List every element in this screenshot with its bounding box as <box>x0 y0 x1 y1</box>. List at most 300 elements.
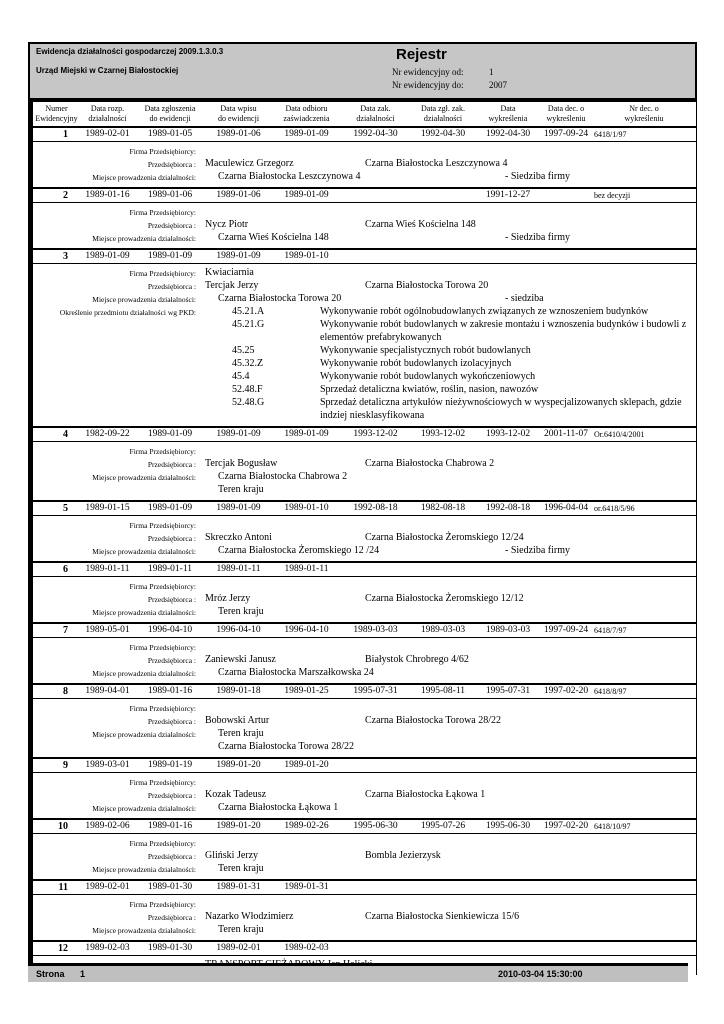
miejsce-line <box>33 170 696 183</box>
report-header <box>28 42 697 100</box>
entry-date-cell: 1989-02-26 <box>284 821 329 831</box>
entry-date-cell <box>410 759 476 772</box>
entry-date-cell <box>476 942 540 955</box>
firma-line <box>33 205 696 218</box>
firma-label: Firma Przedsiębiorcy: <box>129 582 196 591</box>
entry-date-cell: 1996-04-04 <box>543 503 589 513</box>
przedsiebiorca-line <box>33 653 696 666</box>
entry-date-cell <box>540 942 592 955</box>
pkd-description: Wykonywanie specjalistycznych robót budowlanych <box>320 345 531 356</box>
siedziba-note: - Siedziba firmy <box>505 232 570 243</box>
column-header <box>33 104 80 124</box>
miejsce-line <box>33 483 696 496</box>
entry-decision-number: 6418/1/97 <box>594 130 627 139</box>
entry-decision-number <box>592 563 696 576</box>
entry-date-cell: 1992-08-18 <box>353 503 398 513</box>
entry-number: 12 <box>58 943 68 954</box>
entry-date-cell: 1989-01-09 <box>216 251 261 261</box>
entry-date-cell: 1989-01-09 <box>85 251 130 261</box>
miejsce-value: Czarna Białostocka Chabrowa 2 <box>218 471 348 482</box>
column-header <box>592 104 696 124</box>
entry-decision-number <box>592 942 696 955</box>
column-header-line1: Data zgłoszenia <box>144 104 196 113</box>
miejsce-label: Miejsce prowadzenia działalności: <box>92 926 196 935</box>
entry-date-cell: 1989-01-09 <box>216 429 261 439</box>
entry-date-cell <box>410 189 476 203</box>
office-name: Urząd Miejski w Czarnej Białostockiej <box>36 66 179 75</box>
entry-decision-number <box>592 250 696 263</box>
entry-date-cell: 1989-01-09 <box>216 503 261 513</box>
entry-date-cell: 1995-06-30 <box>485 821 531 831</box>
entry-number: 4 <box>63 429 68 440</box>
przedsiebiorca-line <box>33 788 696 801</box>
entry-date-cell: 1989-01-11 <box>216 564 261 574</box>
miejsce-value: Teren kraju <box>218 728 264 739</box>
przedsiebiorca-line <box>33 218 696 231</box>
entry-date-cell: 1989-02-01 <box>85 882 130 892</box>
range-to-label: Nr ewidencyjny do: <box>392 80 464 90</box>
entry-date-cell: 1989-01-18 <box>216 686 261 696</box>
entry-details <box>33 895 696 940</box>
entry-date-cell: 1982-09-22 <box>85 429 130 439</box>
entry-date-cell: 2001-11-07 <box>544 429 588 439</box>
entry-date-cell <box>476 881 540 894</box>
przedsiebiorca-line <box>33 592 696 605</box>
miejsce-value: Teren kraju <box>218 484 264 495</box>
column-header-line2: Ewidencyjny <box>35 114 78 123</box>
przedsiebiorca-label: Przedsiębiorca : <box>147 717 196 726</box>
przedsiebiorca-label: Przedsiębiorca : <box>147 656 196 665</box>
entry-number: 2 <box>63 190 68 201</box>
przedsiebiorca-address: Białystok Chrobrego 4/62 <box>365 654 469 665</box>
przedsiebiorca-label: Przedsiębiorca : <box>147 460 196 469</box>
miejsce-value: Czarna Białostocka Torowa 28/22 <box>218 741 355 752</box>
przedsiebiorca-name: Tercjak Jerzy <box>205 280 259 291</box>
przedsiebiorca-label: Przedsiębiorca : <box>147 852 196 861</box>
firma-line <box>33 518 696 531</box>
entry-date-cell: 1989-01-09 <box>284 190 329 200</box>
column-header-line1: Data <box>500 104 516 113</box>
column-header-line2: wykreślenia <box>488 114 528 123</box>
entry-date-cell: 1982-08-18 <box>420 503 466 513</box>
miejsce-line <box>33 740 696 753</box>
firma-line <box>33 640 696 653</box>
column-header-line2: działalności <box>423 114 463 123</box>
miejsce-value: Teren kraju <box>218 924 264 935</box>
entry-date-cell: 1989-01-31 <box>216 882 261 892</box>
entry-date-cell <box>476 250 540 263</box>
miejsce-line <box>33 666 696 679</box>
pkd-code: 52.48.G <box>232 397 265 408</box>
entry-date-cell <box>341 563 410 576</box>
entry-number: 6 <box>63 564 68 575</box>
column-header-line2: do ewidencji <box>149 114 191 123</box>
przedsiebiorca-address: Czarna Białostocka Leszczynowa 4 <box>365 158 508 169</box>
column-header-line1: Data odbioru <box>285 104 328 113</box>
column-header-line2: działalności <box>88 114 127 123</box>
przedsiebiorca-line <box>33 531 696 544</box>
przedsiebiorca-line <box>33 279 696 292</box>
page-footer <box>28 963 688 982</box>
entry-decision-number: bez decyzji <box>594 191 631 200</box>
pkd-code: 45.25 <box>232 345 255 356</box>
przedsiebiorca-address: Czarna Białostocka Torowa 20 <box>365 280 489 291</box>
entry-date-cell: 1989-01-16 <box>85 190 130 200</box>
entry-date-cell: 1989-01-16 <box>147 821 193 831</box>
column-header-line1: Data zak. <box>360 104 391 113</box>
siedziba-note: - Siedziba firmy <box>505 171 570 182</box>
firma-label: Firma Przedsiębiorcy: <box>129 208 196 217</box>
page-label: Strona <box>36 969 65 979</box>
firma-label: Firma Przedsiębiorcy: <box>129 447 196 456</box>
miejsce-line <box>33 231 696 244</box>
entry-date-cell <box>540 250 592 263</box>
miejsce-line <box>33 923 696 936</box>
column-header <box>80 104 135 124</box>
entry-date-cell: 1989-01-11 <box>85 564 130 574</box>
entry-date-cell <box>476 563 540 576</box>
przedsiebiorca-label: Przedsiębiorca : <box>147 595 196 604</box>
entry-date-cell <box>540 759 592 772</box>
column-header-line2: zaświadczenia <box>283 114 330 123</box>
miejsce-label: Miejsce prowadzenia działalności: <box>92 608 196 617</box>
entry-date-cell: 1989-01-31 <box>284 882 329 892</box>
firma-line <box>33 266 696 279</box>
entry-date-cell: 1995-07-31 <box>485 686 531 696</box>
entry-date-cell: 1996-04-10 <box>216 625 261 635</box>
column-header <box>540 104 592 124</box>
entry-date-cell: 1995-07-26 <box>420 821 466 831</box>
column-header-line2: wykreśleniu <box>624 114 664 123</box>
pkd-line <box>33 357 696 370</box>
przedsiebiorca-label: Przedsiębiorca : <box>147 221 196 230</box>
page-number: 1 <box>80 969 86 979</box>
entry-date-cell <box>540 563 592 576</box>
entry-number: 1 <box>63 129 68 140</box>
entry-number: 3 <box>63 251 68 262</box>
entry-date-cell: 1996-04-10 <box>147 625 193 635</box>
miejsce-label: Miejsce prowadzenia działalności: <box>92 804 196 813</box>
przedsiebiorca-address: Czarna Białostocka Chabrowa 2 <box>365 458 495 469</box>
range-to-value: 2007 <box>489 80 507 90</box>
firma-label: Firma Przedsiębiorcy: <box>129 643 196 652</box>
entry-details <box>33 203 696 248</box>
przedsiebiorca-name: Tercjak Bogusław <box>205 458 278 469</box>
przedsiebiorca-name: Bobowski Artur <box>205 715 270 726</box>
entry-date-cell: 1993-12-02 <box>353 429 398 439</box>
entry-row <box>33 622 696 638</box>
entry-number: 11 <box>58 882 68 893</box>
entry-date-cell: 1989-01-30 <box>147 882 193 892</box>
entry-date-cell: 1989-01-06 <box>216 129 261 139</box>
pkd-description: Sprzedaż detaliczna artykułów nieżywnościowych w wyspecjalizowanych sklepach, gdzie indziej niesklasyfikowana <box>320 397 682 421</box>
entry-date-cell: 1992-04-30 <box>420 129 466 139</box>
range-from-value: 1 <box>489 67 494 77</box>
entry-date-cell: 1989-01-10 <box>284 503 329 513</box>
entry-date-cell: 1989-01-09 <box>284 429 329 439</box>
entry-decision-number <box>592 881 696 894</box>
column-header <box>476 104 540 124</box>
pkd-line <box>33 344 696 357</box>
entry-date-cell: 1989-01-20 <box>216 760 261 770</box>
przedsiebiorca-address: Czarna Białostocka Torowa 28/22 <box>365 715 502 726</box>
pkd-code: 45.4 <box>232 371 250 382</box>
pkd-description: Wykonywanie robót ogólnobudowlanych związanych ze wznoszeniem budynków <box>320 306 649 317</box>
report-page <box>28 42 697 975</box>
entry-number: 8 <box>63 686 68 697</box>
entry-date-cell: 1989-04-01 <box>85 686 130 696</box>
entry-decision-number: 6418/10/97 <box>594 822 631 831</box>
miejsce-line <box>33 292 696 305</box>
entry-date-cell: 1989-01-10 <box>284 251 329 261</box>
entry-date-cell: 1989-03-03 <box>353 625 398 635</box>
przedsiebiorca-name: Skreczko Antoni <box>205 532 272 543</box>
entry-details <box>33 638 696 683</box>
entry-row <box>33 561 696 577</box>
entry-date-cell <box>540 189 592 203</box>
column-header-line1: Data rozp. <box>90 104 125 113</box>
przedsiebiorca-line <box>33 849 696 862</box>
firma-line <box>33 701 696 714</box>
przedsiebiorca-address: Czarna Białostocka Sienkiewicza 15/6 <box>365 911 520 922</box>
przedsiebiorca-line <box>33 457 696 470</box>
entry-date-cell: 1997-09-24 <box>543 625 589 635</box>
pkd-line <box>33 305 696 318</box>
entry-date-cell: 1989-03-03 <box>420 625 466 635</box>
miejsce-value: Teren kraju <box>218 606 264 617</box>
column-header <box>135 104 205 124</box>
przedsiebiorca-line <box>33 910 696 923</box>
entry-date-cell <box>341 250 410 263</box>
table-column-headers <box>33 100 696 126</box>
entry-details <box>33 142 696 187</box>
przedsiebiorca-address: Czarna Białostocka Żeromskiego 12/12 <box>365 593 524 604</box>
entry-date-cell: 1989-05-01 <box>85 625 130 635</box>
pkd-description: Wykonywanie robót budowlanych w zakresie montażu i wznoszenia budynków i budowli z elementów prefabrykowanych <box>320 319 687 343</box>
firma-label: Firma Przedsiębiorcy: <box>129 839 196 848</box>
entry-date-cell: 1996-04-10 <box>284 625 329 635</box>
print-timestamp: 2010-03-04 15:30:00 <box>498 969 583 979</box>
column-header <box>341 104 410 124</box>
miejsce-value: Czarna Białostocka Żeromskiego 12 /24 <box>218 545 380 556</box>
siedziba-note: - Siedziba firmy <box>505 545 570 556</box>
pkd-code: 52.48.F <box>232 384 263 395</box>
entry-date-cell: 1989-02-03 <box>85 943 130 953</box>
entry-date-cell: 1997-09-24 <box>543 129 589 139</box>
miejsce-label: Miejsce prowadzenia działalności: <box>92 234 196 243</box>
przedsiebiorca-name: Kozak Tadeusz <box>205 789 267 800</box>
przedsiebiorca-label: Przedsiębiorca : <box>147 791 196 800</box>
pkd-description: Sprzedaż detaliczna kwiatów, roślin, nasion, nawozów <box>320 384 539 395</box>
firma-line <box>33 444 696 457</box>
firma-label: Firma Przedsiębiorcy: <box>129 900 196 909</box>
column-header <box>205 104 272 124</box>
entry-date-cell: 1989-01-06 <box>147 190 193 200</box>
firma-line <box>33 775 696 788</box>
pkd-line <box>33 396 696 422</box>
miejsce-line <box>33 470 696 483</box>
column-header-line1: Data zgł. zak. <box>421 104 465 113</box>
pkd-line <box>33 370 696 383</box>
column-header-line1: Data wpisu <box>220 104 257 113</box>
entry-date-cell: 1989-01-15 <box>85 503 130 513</box>
entry-date-cell: 1989-02-06 <box>85 821 130 831</box>
przedsiebiorca-address: Czarna Białostocka Łąkowa 1 <box>365 789 486 800</box>
entry-row <box>33 126 696 142</box>
entry-date-cell: 1989-02-01 <box>85 129 130 139</box>
entry-date-cell <box>476 759 540 772</box>
firma-label: Firma Przedsiębiorcy: <box>129 147 196 156</box>
report-title: Rejestr <box>396 46 447 63</box>
entry-date-cell: 1989-01-25 <box>284 686 329 696</box>
firma-value: Kwiaciarnia <box>205 267 254 278</box>
przedsiebiorca-label: Przedsiębiorca : <box>147 160 196 169</box>
miejsce-value: Czarna Białostocka Marszałkowska 24 <box>218 667 374 678</box>
column-header <box>410 104 476 124</box>
przedsiebiorca-name: Mróz Jerzy <box>205 593 251 604</box>
entry-row <box>33 818 696 834</box>
miejsce-value: Czarna Białostocka Leszczynowa 4 <box>218 171 361 182</box>
firma-label: Firma Przedsiębiorcy: <box>129 521 196 530</box>
miejsce-line <box>33 727 696 740</box>
entry-date-cell <box>341 189 410 203</box>
entry-date-cell: 1992-08-18 <box>485 503 531 513</box>
entry-details <box>33 516 696 561</box>
entry-decision-number: or.6418/5/96 <box>594 504 635 513</box>
app-title: Ewidencja działalności gospodarczej 2009.1.3.0.3 <box>36 47 224 56</box>
entry-date-cell: 1995-06-30 <box>353 821 398 831</box>
miejsce-label: Miejsce prowadzenia działalności: <box>92 730 196 739</box>
column-header-line2: działalności <box>356 114 395 123</box>
pkd-label: Określenie przedmiotu działalności wg PKD: <box>59 308 196 317</box>
przedsiebiorca-address: Bombla Jezierzysk <box>365 850 441 861</box>
miejsce-value: Czarna Białostocka Łąkowa 1 <box>218 802 339 813</box>
przedsiebiorca-address: Czarna Białostocka Żeromskiego 12/24 <box>365 532 524 543</box>
entry-number: 5 <box>63 503 68 514</box>
entry-details <box>33 773 696 818</box>
entry-date-cell: 1989-01-09 <box>147 503 193 513</box>
entry-date-cell <box>410 881 476 894</box>
entry-date-cell: 1989-02-03 <box>284 943 329 953</box>
entry-date-cell: 1989-01-20 <box>284 760 329 770</box>
entry-date-cell: 1989-01-11 <box>284 564 329 574</box>
miejsce-line <box>33 544 696 557</box>
przedsiebiorca-line <box>33 714 696 727</box>
przedsiebiorca-name: Maculewicz Grzegorz <box>205 158 294 169</box>
miejsce-label: Miejsce prowadzenia działalności: <box>92 473 196 482</box>
firma-line <box>33 897 696 910</box>
miejsce-line <box>33 605 696 618</box>
entry-date-cell: 1989-01-09 <box>147 251 193 261</box>
pkd-line <box>33 318 696 344</box>
entry-details <box>33 577 696 622</box>
entry-date-cell: 1989-02-01 <box>216 943 261 953</box>
siedziba-note: - siedziba <box>505 293 544 304</box>
entry-date-cell: 1997-02-20 <box>543 821 589 831</box>
column-header-line2: do ewidencji <box>217 114 260 123</box>
entry-date-cell: 1989-03-01 <box>85 760 130 770</box>
entry-row <box>33 683 696 699</box>
column-header-line1: Data dec. o <box>547 104 585 113</box>
miejsce-line <box>33 801 696 814</box>
miejsce-label: Miejsce prowadzenia działalności: <box>92 295 196 304</box>
entry-row <box>33 879 696 895</box>
entry-date-cell <box>341 759 410 772</box>
column-header <box>272 104 341 124</box>
entry-date-cell: 1989-01-05 <box>147 129 193 139</box>
entry-number: 9 <box>63 760 68 771</box>
entry-decision-number: 6418/7/97 <box>594 626 627 635</box>
przedsiebiorca-address: Czarna Wieś Kościelna 148 <box>365 219 476 230</box>
entry-date-cell: 1993-12-02 <box>485 429 531 439</box>
przedsiebiorca-label: Przedsiębiorca : <box>147 913 196 922</box>
entry-row <box>33 248 696 264</box>
entry-decision-number: 6418/8/97 <box>594 687 627 696</box>
miejsce-value: Czarna Wieś Kościelna 148 <box>218 232 329 243</box>
entry-date-cell <box>410 942 476 955</box>
miejsce-label: Miejsce prowadzenia działalności: <box>92 173 196 182</box>
entry-date-cell: 1992-04-30 <box>353 129 398 139</box>
pkd-description: Wykonywanie robót budowlanych izolacyjnych <box>320 358 512 369</box>
entry-date-cell: 1993-12-02 <box>420 429 466 439</box>
miejsce-value: Teren kraju <box>218 863 264 874</box>
column-header-line1: Nr dec. o <box>629 104 659 113</box>
entry-date-cell: 1995-08-11 <box>421 686 465 696</box>
przedsiebiorca-name: Nycz Piotr <box>205 219 249 230</box>
firma-line <box>33 579 696 592</box>
entry-date-cell: 1989-01-09 <box>147 429 193 439</box>
miejsce-label: Miejsce prowadzenia działalności: <box>92 669 196 678</box>
firma-line <box>33 836 696 849</box>
column-header-line1: Numer <box>45 104 68 113</box>
firma-label: Firma Przedsiębiorcy: <box>129 778 196 787</box>
entry-row <box>33 187 696 203</box>
pkd-code: 45.32.Z <box>232 358 264 369</box>
przedsiebiorca-name: Nazarko Włodzimierz <box>205 911 294 922</box>
pkd-code: 45.21.A <box>232 306 265 317</box>
entry-date-cell <box>341 881 410 894</box>
entry-date-cell: 1989-01-16 <box>147 686 193 696</box>
przedsiebiorca-label: Przedsiębiorca : <box>147 282 196 291</box>
miejsce-value: Czarna Białostocka Torowa 20 <box>218 293 342 304</box>
pkd-description: Wykonywanie robót budowlanych wykończeniowych <box>320 371 536 382</box>
entry-row <box>33 500 696 516</box>
firma-label: Firma Przedsiębiorcy: <box>129 704 196 713</box>
entry-date-cell <box>410 563 476 576</box>
entry-details <box>33 442 696 500</box>
entry-date-cell: 1989-01-20 <box>216 821 261 831</box>
entry-number: 10 <box>58 821 68 832</box>
przedsiebiorca-name: Zaniewski Janusz <box>205 654 276 665</box>
entry-date-cell: 1992-04-30 <box>485 129 531 139</box>
przedsiebiorca-name: Gliński Jerzy <box>205 850 259 861</box>
footer-bar <box>28 966 688 982</box>
miejsce-label: Miejsce prowadzenia działalności: <box>92 547 196 556</box>
entry-date-cell <box>540 881 592 894</box>
entry-date-cell: 1989-01-06 <box>216 190 261 200</box>
miejsce-label: Miejsce prowadzenia działalności: <box>92 865 196 874</box>
entry-details <box>33 834 696 879</box>
entry-date-cell: 1997-02-20 <box>543 686 589 696</box>
entry-details <box>33 699 696 757</box>
entry-decision-number <box>592 759 696 772</box>
entry-row <box>33 426 696 442</box>
pkd-line <box>33 383 696 396</box>
entry-date-cell: 1989-01-09 <box>284 129 329 139</box>
entry-decision-number: Or.6410/4/2001 <box>594 430 645 439</box>
przedsiebiorca-line <box>33 157 696 170</box>
entry-date-cell: 1989-03-03 <box>485 625 531 635</box>
